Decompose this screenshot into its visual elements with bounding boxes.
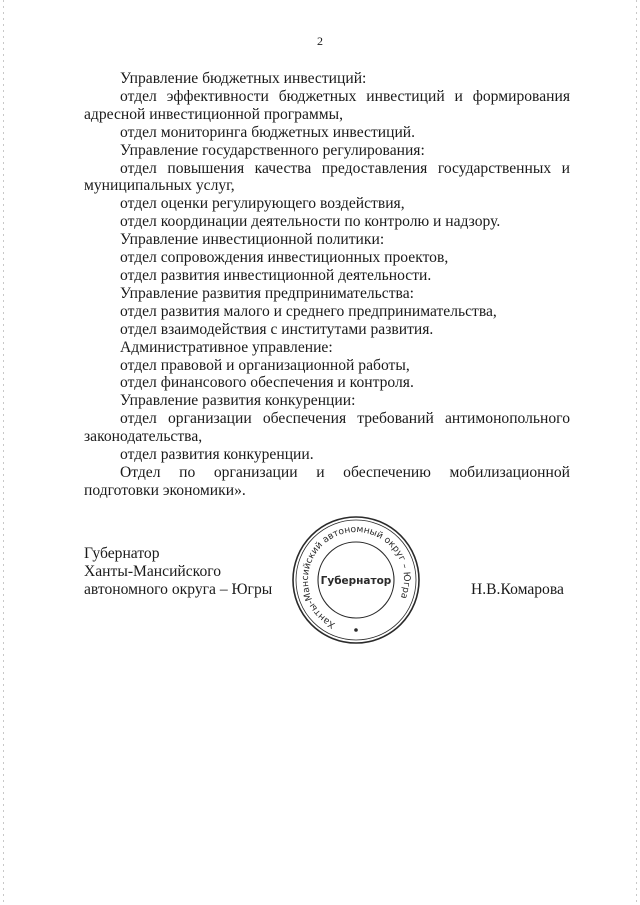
paragraph: отдел развития конкуренции. [120, 446, 314, 464]
paragraph: отдел эффективности бюджетных инвестиций и формирования адресной инвестиционной программы, [84, 87, 570, 123]
signatory-position [84, 545, 272, 599]
paragraph: отдел развития малого и среднего предпринимательства, [120, 302, 497, 320]
paragraph: Административное управление: [120, 338, 333, 356]
paragraph: Управление государственного регулирования: [120, 141, 425, 159]
paragraph: Отдел по организации и обеспечению мобилизационной подготовки экономики». [84, 463, 570, 499]
paragraph: отдел оценки регулирующего воздействия, [120, 195, 405, 213]
seal-ring-text: Ханты-Мансийский автономный округ – Югра [299, 523, 413, 631]
seal-center-text: Губернатор [320, 575, 392, 587]
paragraph: отдел координации деятельности по контролю и надзору. [120, 213, 501, 231]
position-line: автономного округа – Югры [84, 580, 273, 598]
seal-dot [354, 628, 358, 632]
document-body [84, 70, 570, 500]
scan-edge-right [636, 0, 637, 905]
official-seal [290, 514, 422, 646]
seal-graphic [290, 514, 422, 646]
paragraph: отдел повышения качества предоставления государственных и муниципальных услуг, [84, 159, 570, 195]
paragraph: отдел мониторинга бюджетных инвестиций. [120, 123, 416, 141]
paragraph: отдел взаимодействия с институтами развития. [120, 320, 434, 338]
position-line: Ханты-Мансийского [84, 562, 222, 580]
paragraph: Управление развития конкуренции: [120, 392, 356, 410]
page-number: 2 [317, 34, 323, 48]
paragraph: Управление развития предпринимательства: [120, 284, 414, 302]
paragraph: отдел правовой и организационной работы, [120, 356, 410, 374]
paragraph: отдел организации обеспечения требований антимонопольного законодательства, [84, 410, 570, 446]
scan-edge-left [3, 0, 4, 905]
paragraph: отдел сопровождения инвестиционных проектов, [120, 249, 449, 267]
position-line: Губернатор [84, 545, 160, 562]
signatory-name: Н.В.Комарова [471, 581, 564, 598]
paragraph: Управление инвестиционной политики: [120, 231, 385, 249]
paragraph: отдел развития инвестиционной деятельности. [120, 266, 432, 284]
paragraph: отдел финансового обеспечения и контроля. [120, 374, 414, 392]
paragraph: Управление бюджетных инвестиций: [120, 70, 367, 87]
